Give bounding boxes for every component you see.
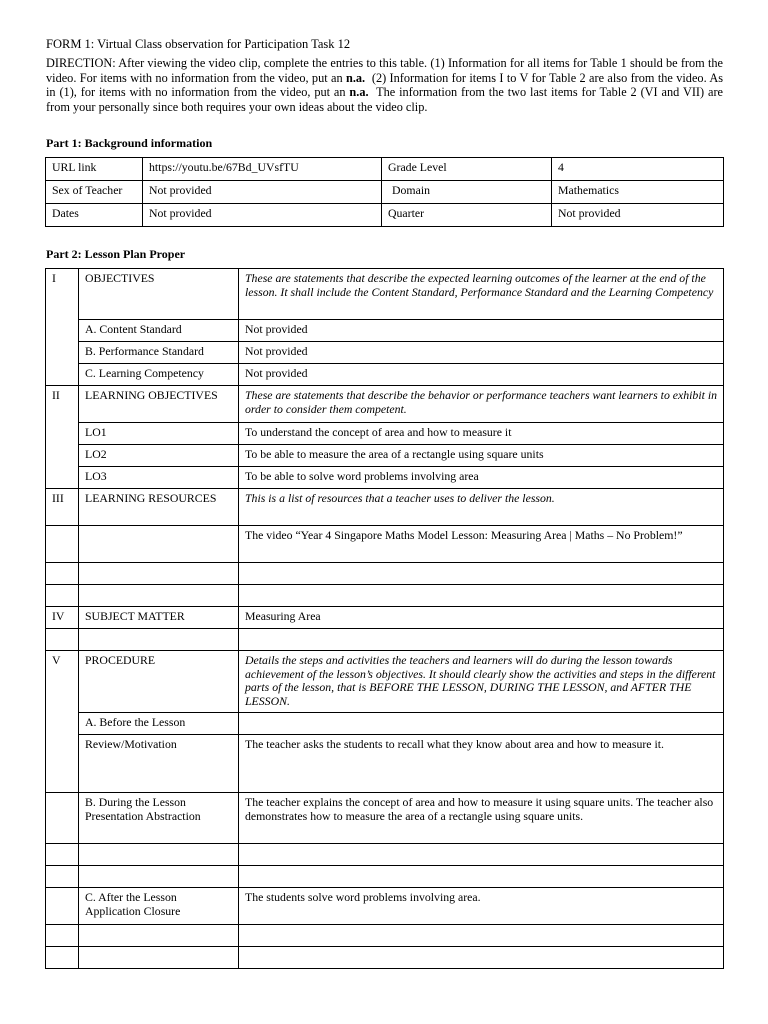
empty-cell — [46, 793, 79, 844]
item-value: To understand the concept of area and how to measure it — [239, 423, 724, 445]
section-number: III — [46, 489, 79, 526]
item-value: The students solve word problems involving area. — [239, 888, 724, 925]
field-label: Quarter — [382, 204, 552, 227]
table-row — [46, 585, 724, 607]
item-label: A. Before the Lesson — [79, 713, 239, 735]
table-row — [46, 467, 724, 489]
table-row — [46, 364, 724, 386]
section-number: I — [46, 269, 79, 386]
item-value: To be able to measure the area of a rectangle using square units — [239, 445, 724, 467]
item-value: To be able to solve word problems involving area — [239, 467, 724, 489]
lesson-plan-table — [45, 268, 724, 969]
empty-cell — [46, 888, 79, 925]
section-number: V — [46, 651, 79, 793]
section-number: IV — [46, 607, 79, 629]
item-value: Not provided — [239, 342, 724, 364]
item-label: LO3 — [79, 467, 239, 489]
field-label: Sex of Teacher — [46, 181, 143, 204]
empty-cell — [79, 947, 239, 969]
empty-cell — [239, 844, 724, 866]
empty-cell — [79, 526, 239, 563]
item-label: LO2 — [79, 445, 239, 467]
table-row — [46, 866, 724, 888]
form-title: FORM 1: Virtual Class observation for Participation Task 12 — [46, 37, 351, 51]
field-value: 4 — [552, 158, 724, 181]
table-row — [46, 386, 724, 423]
field-value: Mathematics — [552, 181, 724, 204]
table-row — [46, 888, 724, 925]
empty-cell — [239, 563, 724, 585]
table-row — [46, 342, 724, 364]
table-row — [46, 925, 724, 947]
table-row — [46, 181, 724, 204]
empty-cell — [46, 844, 79, 866]
section-description: This is a list of resources that a teacher uses to deliver the lesson. — [239, 489, 724, 526]
field-value: https://youtu.be/67Bd_UVsfTU — [143, 158, 382, 181]
resource-item: The video “Year 4 Singapore Maths Model Lesson: Measuring Area | Maths – No Problem!” — [239, 526, 724, 563]
empty-cell — [46, 925, 79, 947]
background-info-table — [45, 157, 724, 227]
item-value: The teacher asks the students to recall what they know about area and how to measure it. — [239, 735, 724, 793]
field-label: Dates — [46, 204, 143, 227]
table-row — [46, 735, 724, 793]
empty-cell — [46, 866, 79, 888]
field-label: Domain — [382, 181, 552, 204]
table-row — [46, 158, 724, 181]
table-row — [46, 269, 724, 320]
item-value: The teacher explains the concept of area and how to measure it using square units. The teacher also demonstrates how to measure the area of a rectangle using square units. — [239, 793, 724, 844]
empty-cell — [79, 844, 239, 866]
empty-cell — [46, 563, 79, 585]
section-label: OBJECTIVES — [79, 269, 239, 320]
table-row — [46, 629, 724, 651]
field-label: URL link — [46, 158, 143, 181]
table-row — [46, 526, 724, 563]
table-row — [46, 423, 724, 445]
item-label: A. Content Standard — [79, 320, 239, 342]
section-label: PROCEDURE — [79, 651, 239, 713]
section-description: These are statements that describe the expected learning outcomes of the learner at the end of the lesson. It shall include the Content Standard, Performance Standard and the Learning Competency — [239, 269, 724, 320]
table-row — [46, 320, 724, 342]
field-value: Not provided — [143, 181, 382, 204]
table-row — [46, 489, 724, 526]
item-label: C. Learning Competency — [79, 364, 239, 386]
item-label: B. During the Lesson Presentation Abstraction — [79, 793, 239, 844]
item-label: LO1 — [79, 423, 239, 445]
empty-cell — [239, 925, 724, 947]
field-value: Not provided — [143, 204, 382, 227]
empty-cell — [46, 947, 79, 969]
empty-cell — [46, 585, 79, 607]
table-row — [46, 607, 724, 629]
section-number: II — [46, 386, 79, 489]
table-row — [46, 844, 724, 866]
empty-cell — [79, 629, 239, 651]
table-row — [46, 563, 724, 585]
table-row — [46, 947, 724, 969]
table-row — [46, 713, 724, 735]
table-row — [46, 793, 724, 844]
direction-paragraph: DIRECTION: After viewing the video clip, complete the entries to this table. (1) Information for all items for Table 1 should be from the video. For items with no information from the video, put an n.a. (2) Information for items I to V for Table 2 are also from the video. As in (1), for items with no information from the video, put an n.a. The information from the two last items for Table 2 (VI and VII) are from your personally since both requires your own ideas about the video clip. — [46, 56, 723, 114]
part1-title: Part 1: Background information — [46, 136, 213, 150]
item-label: C. After the Lesson Application Closure — [79, 888, 239, 925]
section-label: LEARNING RESOURCES — [79, 489, 239, 526]
section-label: LEARNING OBJECTIVES — [79, 386, 239, 423]
empty-cell — [46, 526, 79, 563]
section-label: SUBJECT MATTER — [79, 607, 239, 629]
empty-cell — [79, 563, 239, 585]
section-description: These are statements that describe the behavior or performance teachers want learners to exhibit in order to consider them competent. — [239, 386, 724, 423]
item-value: Not provided — [239, 364, 724, 386]
section-description: Details the steps and activities the teachers and learners will do during the lesson towards achievement of the lesson’s objectives. It should clearly show the activities and steps in the different parts of the lesson, that is BEFORE THE LESSON, DURING THE LESSON, and AFTER THE LESSON. — [239, 651, 724, 713]
item-label: B. Performance Standard — [79, 342, 239, 364]
item-label: Review/Motivation — [79, 735, 239, 793]
empty-cell — [79, 925, 239, 947]
empty-cell — [239, 713, 724, 735]
table-row — [46, 445, 724, 467]
empty-cell — [79, 866, 239, 888]
empty-cell — [239, 585, 724, 607]
empty-cell — [239, 629, 724, 651]
empty-cell — [79, 585, 239, 607]
table-row — [46, 651, 724, 713]
empty-cell — [46, 629, 79, 651]
field-label: Grade Level — [382, 158, 552, 181]
section-value: Measuring Area — [239, 607, 724, 629]
empty-cell — [239, 866, 724, 888]
part2-title: Part 2: Lesson Plan Proper — [46, 247, 186, 261]
table-row — [46, 204, 724, 227]
item-value: Not provided — [239, 320, 724, 342]
empty-cell — [239, 947, 724, 969]
field-value: Not provided — [552, 204, 724, 227]
